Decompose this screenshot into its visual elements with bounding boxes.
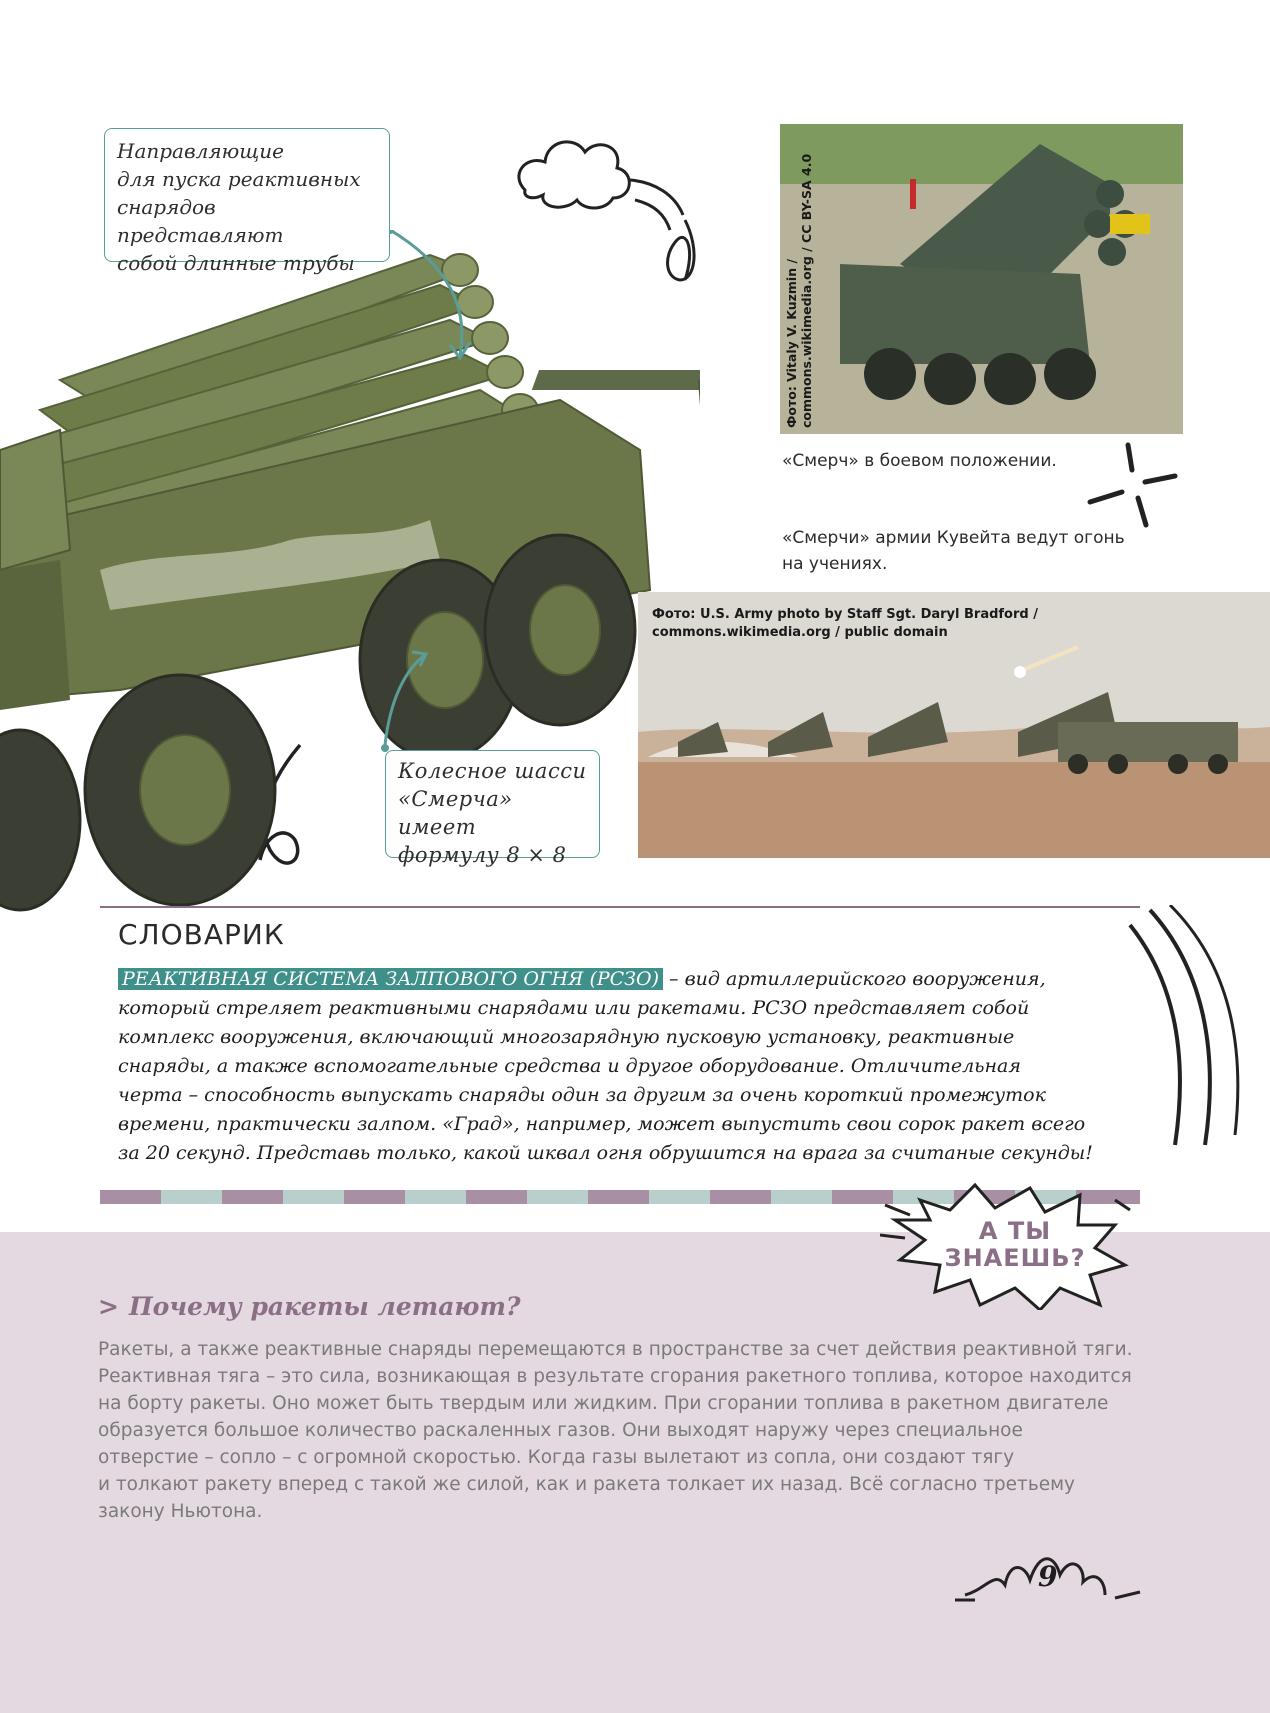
glossary-line: черта – способность выпускать снаряды один за другим за очень короткий промежуток [118, 1084, 1046, 1106]
callout-chassis [385, 750, 600, 867]
glossary-line: времени, практически залпом. «Град», например, может выпустить свои сорок ракет всего [118, 1113, 1086, 1135]
page-number: 9 [1038, 1560, 1058, 1593]
chevron-right-icon: > [98, 1292, 119, 1321]
question-heading [98, 1292, 521, 1321]
callout-line: Колесное шасси [398, 759, 587, 783]
photo-smerch-combat [780, 124, 1183, 434]
glossary-line: комплекс вооружения, включающий многозарядную пусковую установку, реактивные [118, 1026, 1015, 1048]
badge-line: ЗНАЕШЬ? [944, 1244, 1086, 1272]
answer-line: образуется большое количество раскаленных газов. Они выходят наружу через специальное [98, 1420, 1023, 1441]
callout-line: снарядов представляют [117, 195, 284, 247]
badge-line: А ТЫ [978, 1217, 1052, 1245]
glossary-definition [118, 965, 1123, 1168]
glossary-line: который стреляет реактивными снарядами или ракетами. РСЗО представляет собой [118, 997, 1030, 1019]
spark-doodle [1080, 440, 1190, 530]
credit-line: Фото: U.S. Army photo by Staff Sgt. Daryl Bradford / [652, 607, 1038, 622]
credit-line: commons.wikimedia.org / public domain [652, 625, 948, 640]
answer-line: отверстие – сопло – с огромной скоростью. Когда газы вылетают из сопла, они создают тягу [98, 1447, 1015, 1468]
question-text: Почему ракеты летают? [128, 1292, 521, 1321]
glossary-line: – вид артиллерийского вооружения, [663, 968, 1046, 990]
credit-line: commons.wikimedia.org / CC BY-SA 4.0 [799, 153, 814, 428]
answer-line: и толкают ракету вперед с такой же силой, как и ракета толкает их назад. Всё согласно третьему [98, 1474, 1076, 1495]
callout-line: для пуска реактивных [117, 167, 361, 191]
callout-line: «Смерча» имеет [398, 787, 513, 839]
answer-line: закону Ньютона. [98, 1501, 263, 1522]
glossary-rule [100, 906, 1140, 908]
callout-guides [104, 128, 390, 275]
glossary-title: СЛОВАРИК [118, 918, 285, 951]
photo-2-credit [652, 606, 1038, 642]
badge-text [940, 1218, 1090, 1272]
glossary-term: РЕАКТИВНАЯ СИСТЕМА ЗАЛПОВОГО ОГНЯ (РСЗО) [118, 968, 663, 990]
answer-text [98, 1336, 1168, 1525]
speed-lines-doodle [1120, 905, 1270, 1165]
callout-line: собой длинные трубы [117, 251, 355, 275]
caption-line: на учениях. [782, 554, 888, 574]
caption-line: «Смерчи» армии Кувейта ведут огонь [782, 528, 1125, 548]
glossary-line: за 20 секунд. Представь только, какой шквал огня обрушится на врага за считаные секунды! [118, 1142, 1093, 1164]
credit-line: Фото: Vitaly V. Kuzmin / [784, 258, 799, 428]
photo-1-caption: «Смерч» в боевом положении. [782, 451, 1057, 471]
photo-2-caption [782, 525, 1142, 577]
photo-1-credit [784, 128, 830, 428]
answer-line: на борту ракеты. Оно может быть твердым или жидким. При сгорании топлива в ракетном двигателе [98, 1393, 1109, 1414]
glossary-line: снаряды, а также вспомогательные средства и другое оборудование. Отличительная [118, 1055, 1021, 1077]
answer-line: Ракеты, а также реактивные снаряды перемещаются в пространстве за счет действия реактивной тяги. [98, 1339, 1133, 1360]
callout-line: формулу 8 × 8 [398, 843, 567, 867]
answer-line: Реактивная тяга – это сила, возникающая в результате сгорания ракетного топлива, которое находится [98, 1366, 1132, 1387]
glossary-first-line [118, 965, 1123, 994]
callout-line: Направляющие [117, 139, 284, 163]
